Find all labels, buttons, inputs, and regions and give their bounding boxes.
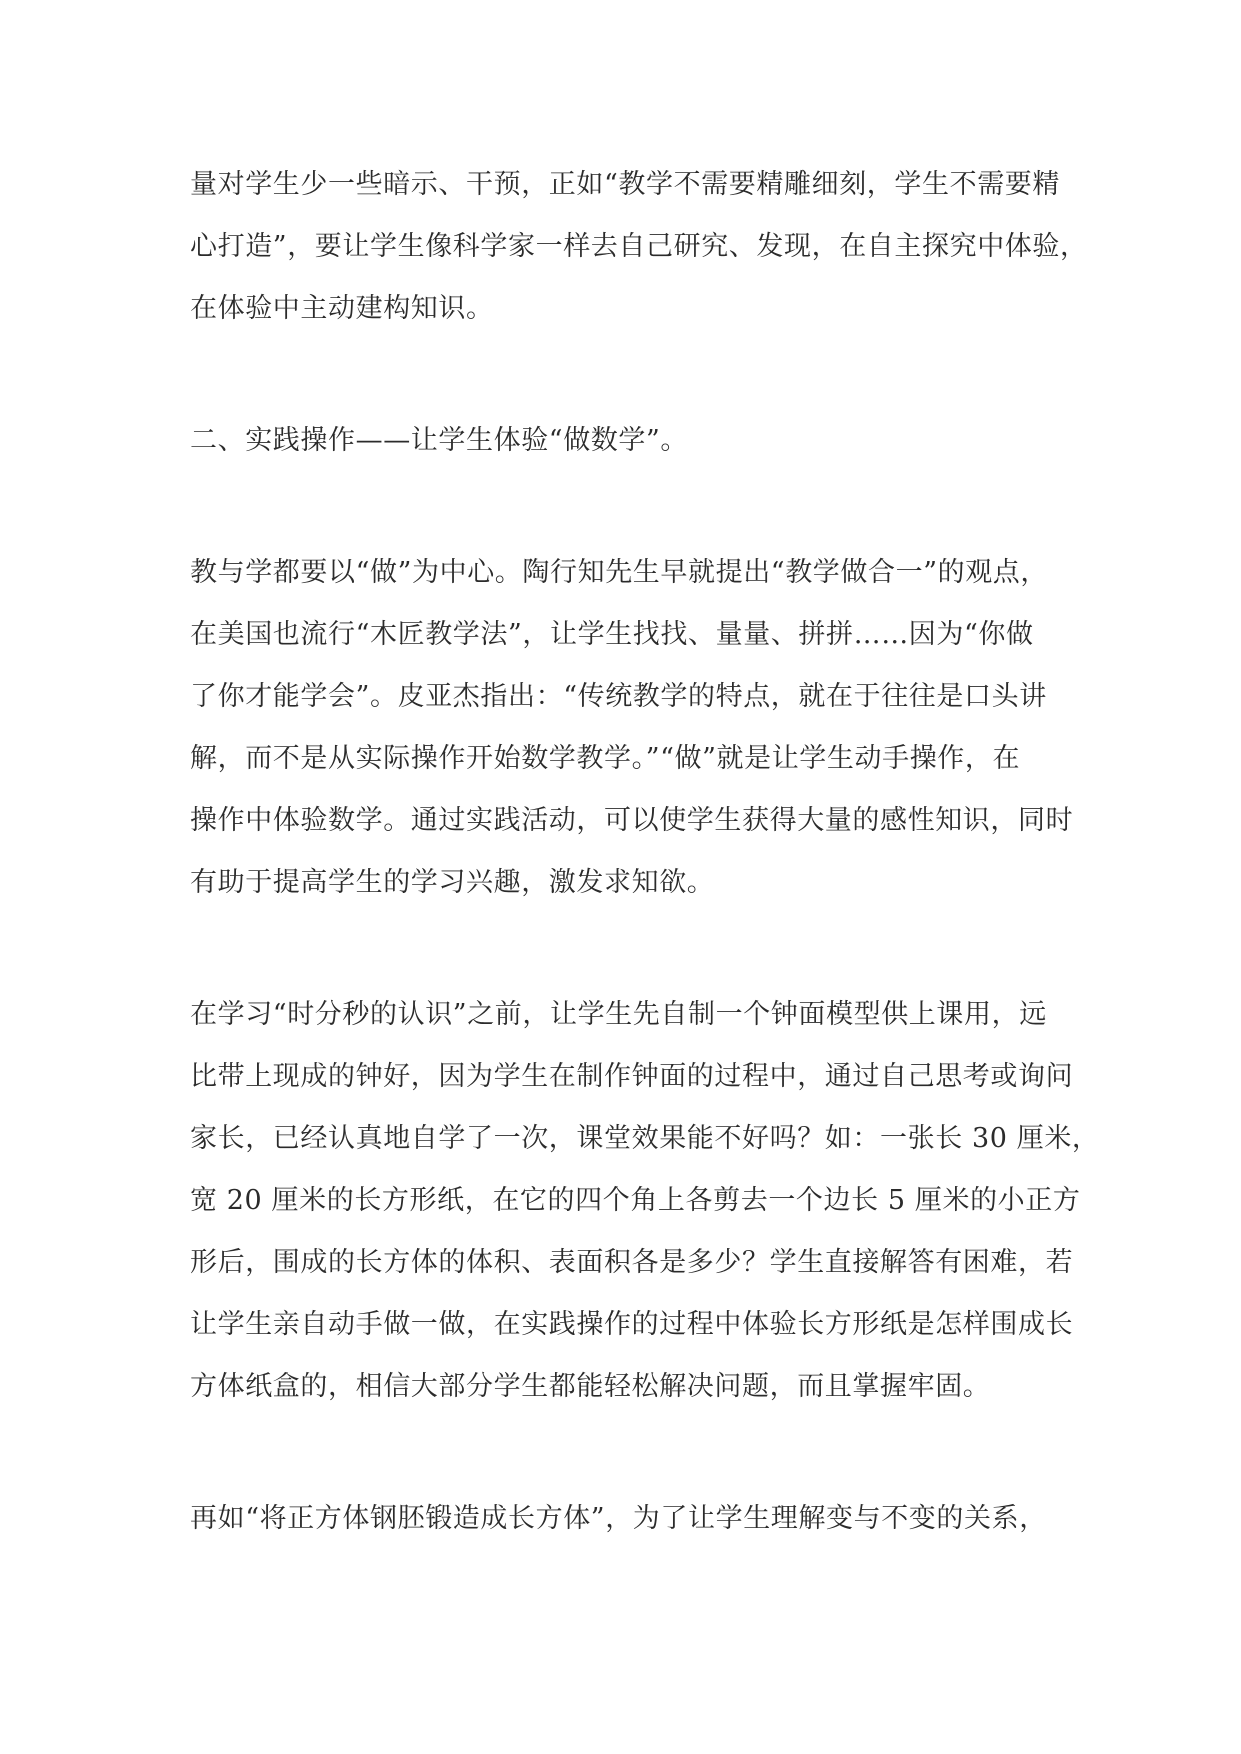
text-line: 在体验中主动建构知识。: [190, 293, 494, 324]
text-line: 在美国也流行“木匠教学法”，让学生找找、量量、拼拼……因为“你做: [190, 619, 1034, 650]
text-line: 心打造”，要让学生像科学家一样去自己研究、发现，在自主探究中体验，: [190, 231, 1088, 262]
text-line: 量对学生少一些暗示、干预，正如“教学不需要精雕细刻，学生不需要精: [190, 169, 1061, 200]
text-line: 再如“将正方体钢胚锻造成长方体”，为了让学生理解变与不变的关系，: [190, 1503, 1047, 1534]
text-line: 教与学都要以“做”为中心。陶行知先生早就提出“教学做合一”的观点，: [190, 557, 1049, 588]
text-line: 宽 20 厘米的长方形纸，在它的四个角上各剪去一个边长 5 厘米的小正方: [190, 1185, 1081, 1216]
text-line: 形后，围成的长方体的体积、表面积各是多少？学生直接解答有困难，若: [190, 1247, 1074, 1278]
text-line: 解，而不是从实际操作开始数学教学。”“做”就是让学生动手操作，在: [190, 743, 1021, 774]
section-heading-text: 二、实践操作——让学生体验“做数学”。: [190, 425, 689, 456]
text-line: 操作中体验数学。通过实践活动，可以使学生获得大量的感性知识，同时: [190, 805, 1074, 836]
text-line: 方体纸盒的，相信大部分学生都能轻松解决问题，而且掌握牢固。: [190, 1371, 991, 1402]
text-line: 比带上现成的钟好，因为学生在制作钟面的过程中，通过自己思考或询问: [190, 1061, 1074, 1092]
text-line: 家长，已经认真地自学了一次，课堂效果能不好吗？如：一张长 30 厘米，: [190, 1123, 1100, 1154]
text-line: 在学习“时分秒的认识”之前，让学生先自制一个钟面模型供上课用，远: [190, 999, 1047, 1030]
text-line: 让学生亲自动手做一做，在实践操作的过程中体验长方形纸是怎样围成长: [190, 1309, 1074, 1340]
text-line: 有助于提高学生的学习兴趣，激发求知欲。: [190, 867, 715, 898]
text-line: 了你才能学会”。皮亚杰指出：“传统教学的特点，就在于往往是口头讲: [190, 681, 1047, 712]
